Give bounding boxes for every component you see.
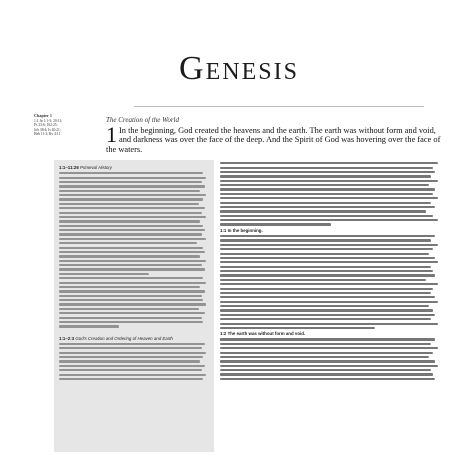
- verse-text: In the: [119, 126, 141, 135]
- note-heading: [220, 228, 442, 233]
- study-notes-left: [54, 160, 214, 452]
- verse-block: [106, 122, 444, 154]
- note-ref: 1:1 In the beginning.: [220, 227, 263, 233]
- verse-text: beginning, God created the heavens and the earth.: [140, 126, 308, 135]
- section-heading: The Creation of the World: [106, 116, 179, 124]
- note-title: Primeval History: [80, 165, 112, 170]
- verse-text: without form and void, and darkness was over the face of the deep. And the Spirit of God was hovering over the face of the waters.: [106, 126, 441, 154]
- note-ref: 1:1–2:3: [59, 335, 75, 341]
- study-notes-right: [220, 160, 442, 452]
- chapter-number: 1: [106, 122, 117, 147]
- crossref-line: Job 38:4; Is 40:21;: [34, 127, 61, 132]
- crossref-line: 1:1 Jn 1:1-3; 20:11;: [34, 118, 63, 123]
- crossref-line: Ps 33:6; 102:25;: [34, 123, 58, 128]
- cross-reference-column: [34, 114, 100, 137]
- crossref-label: Chapter 1: [34, 113, 52, 118]
- note-title: God's Creation and Ordering of Heaven and Earth: [75, 335, 173, 341]
- note-ref: 1:2 The earth was without form and void.: [220, 331, 306, 337]
- note-heading: [59, 165, 209, 170]
- crossref-line: Heb 11:3; Rv 4:11: [34, 132, 61, 137]
- title-rule: [134, 106, 424, 107]
- bible-page: [34, 14, 444, 454]
- verse-text: The earth was: [307, 126, 359, 135]
- note-heading: [59, 336, 209, 341]
- book-title: Genesis: [179, 50, 299, 87]
- note-ref: 1:1–11:26: [59, 165, 79, 170]
- note-heading: [220, 331, 442, 336]
